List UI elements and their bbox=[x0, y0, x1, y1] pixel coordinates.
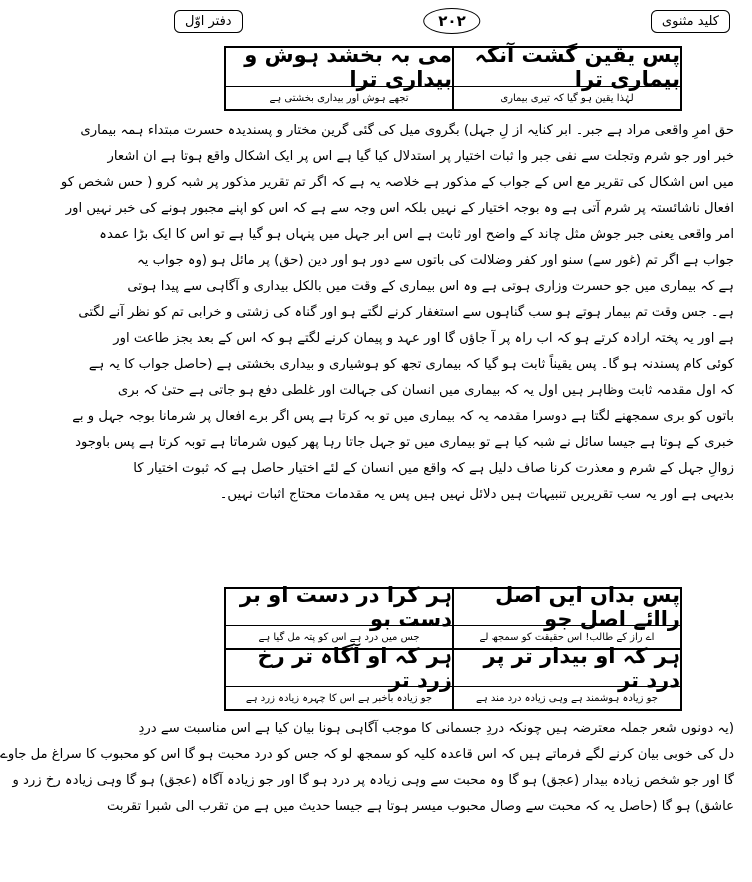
text-line: خبر اور جو شرم وتجلت سے نفی جبر وا ثبات اختیار پر استدلال کیا گیا ہے اس پر ایک اشکال واقع ہوتا ہے ان اشعار bbox=[107, 149, 734, 164]
page-number: ۲۰۲ bbox=[423, 8, 480, 34]
text-line: ہے اور یہ پختہ ارادہ کرتے ہو کہ اب راہ پر آ جاؤں گا اور عہد و پیمان کرنے لگتے ہو کہ اس کے بعد بجز طاعت اور bbox=[113, 331, 734, 346]
translation-right: اے راز کے طالب! اس حقیقت کو سمجھ لے bbox=[454, 625, 680, 648]
book-title: کلید مثنوی bbox=[651, 10, 730, 33]
text-line: امر واقعی یعنی جبر جوش مثل چاند کے واضح اور ثابت ہے اس ابر جہل میں پنہاں ہو گیا ہے تو اس کا ایک بڑا عمدہ bbox=[99, 227, 734, 242]
text-line: زوالِ جہل کے شرم و معذرت کرنا صاف دلیل ہے کہ واقع میں انسان کے لئے اختیار حاصل ہے کہ ثبوت اختیار کا bbox=[133, 461, 734, 476]
text-line: میں اس اشکال کی تقریر مع اس کے جواب کے مذکور ہے خلاصہ یہ ہے کہ اگر تم تقریر مذکور پر شبہ کرو ( حس شخص کو bbox=[60, 175, 734, 190]
page-header bbox=[174, 8, 730, 40]
text-line: کہ اول مقدمہ ثابت وظاہر ہیں اول یہ کہ بیماری میں انسان کی جہالت اور غلطی دفع ہو جاتی ہے حتیٰ کہ بری bbox=[117, 383, 734, 398]
text-line: (یہ دونوں شعر جملہ معترضہ ہیں چونکہ دردِ جسمانی کا موجب آگاہی ہونا بیان کیا ہے اس مناسبت سے دردِ bbox=[138, 721, 734, 736]
verse-box-2 bbox=[224, 583, 682, 711]
text-line: باتوں کو بری سمجھنے لگتا ہے دوسرا مقدمہ یہ کہ بیماری میں تو بہ کرتا ہے پس اگر برے افعال پر شرمانا بوجہ جہل و بے bbox=[72, 409, 734, 424]
verse-left-hemistich: می بہ بخشد ہوش و بیداری ترا bbox=[226, 48, 454, 86]
text-line: عاشق) ہو گا (حاصل یہ کہ محبت سے وصال محبوب میسر ہوتا ہے جیسا حدیث میں ہے من تقرب الی شبرا تقربت bbox=[106, 799, 734, 814]
translation-right: لہٰذا یقین ہو گیا کہ تیری بیماری bbox=[454, 86, 680, 109]
text-line: ہے۔ جس وقت تم بیمار ہوتے ہو سب گناہوں سے استغفار کرنے لگتے ہو اور گناہ کی زشتی و خرابی تم کو نظر آنے لگتی bbox=[78, 305, 734, 320]
translation-row bbox=[226, 686, 680, 709]
verse-row bbox=[226, 43, 680, 91]
text-line: کوئی کام پسندنہ ہو گا۔ پس یقیناً ثابت ہو گیا کہ بیماری تجھ کو ہوشیاری و بیداری بخشتی ہے (حاصل جواب کا یہ ہے bbox=[88, 357, 734, 372]
text-line: بدیہی ہے اور یہ سب تقریریں تنبیہات ہیں دلائل نہیں ہیں پس یہ مقدمات محتاج اثبات نہیں۔ bbox=[219, 487, 734, 502]
verse-row bbox=[226, 583, 680, 631]
verse-row bbox=[226, 644, 680, 692]
verse-right-hemistich: ہر کہ او بیدار تر پر درد تر bbox=[483, 644, 680, 692]
text-line: حق امرِ واقعی مراد ہے جبر۔ ابر کنایہ از لِ جہل) بگروی میل کی گئی گرین مختار و پسندیدہ حسرت مبتداء ہمہ بیماری bbox=[80, 123, 734, 138]
text-line: گا اور جو شخص زیادہ بیدار (عجق) ہو گا وہ محبت سے وہی زیادہ پر درد ہو گا اور جو زیادہ آگاہ (عجق) ہو گا وہی زیادہ رخ زرد و bbox=[12, 773, 734, 788]
verse-left-hemistich: ہر کرا در دست او بر دست بو bbox=[226, 589, 454, 625]
verse-box-1 bbox=[224, 43, 682, 111]
text-line: جواب ہے اگر تم (غور سے) سنو اور کفر وضلالت کی باتوں سے دور ہو اور دین (حق) پر مائل ہو (وہ جواب یہ bbox=[137, 253, 734, 268]
commentary-block-2 bbox=[0, 716, 734, 820]
translation-left: جو زیادہ باخبر ہے اس کا چہرہ زیادہ زرد ہے bbox=[226, 686, 454, 709]
translation-left: جس میں درد ہے اس کو پتہ مل گیا ہے bbox=[226, 625, 454, 648]
volume-label: دفتر اوّل bbox=[174, 10, 243, 33]
text-line: ہے کہ بیماری میں جو حسرت وزاری ہوتی ہے وہ اس بیماری کے وقت میں بالکل بیداری و آگاہی سے پیدا ہوتی bbox=[127, 279, 734, 294]
text-line: افعال ناشائستہ پر شرم آتی ہے وہ بوجہ اختیار کے نہیں بلکہ اس وجہ سے ہے کہ اس کو اپنے مجبور ہونے کی خبر نہیں اور bbox=[65, 201, 734, 216]
text-line: دل کی خوبی بیان کرنے لگے فرماتے ہیں کہ اس قاعدہ کلیہ کو سمجھ لو کہ جس کو درد محبت ہو گا اس کو محبوب کا سراغ مل جاوے bbox=[0, 747, 734, 762]
commentary-block-1 bbox=[60, 118, 734, 508]
translation-left: تجھے ہوش اور بیداری بخشتی ہے bbox=[226, 86, 454, 109]
verse-right-hemistich: پس بداں ایں اصل راائے اصل جو bbox=[495, 583, 680, 631]
text-line: خبری کے ہوتا ہے جیسا سائل نے شبہ کیا ہے تو بیماری میں تو جہل جاتا رہا پھر کیوں شرماتا ہے توبہ کرتا ہے پس باوجود bbox=[75, 435, 734, 450]
translation-row bbox=[226, 86, 680, 109]
translation-right: جو زیادہ ہوشمند ہے وہی زیادہ درد مند ہے bbox=[454, 686, 680, 709]
verse-left-hemistich: ہر کہ او آگاہ تر رخ زرد تر bbox=[226, 650, 454, 686]
verse-right-hemistich: پس یقین گشت آنکہ بیماری ترا bbox=[474, 43, 680, 91]
